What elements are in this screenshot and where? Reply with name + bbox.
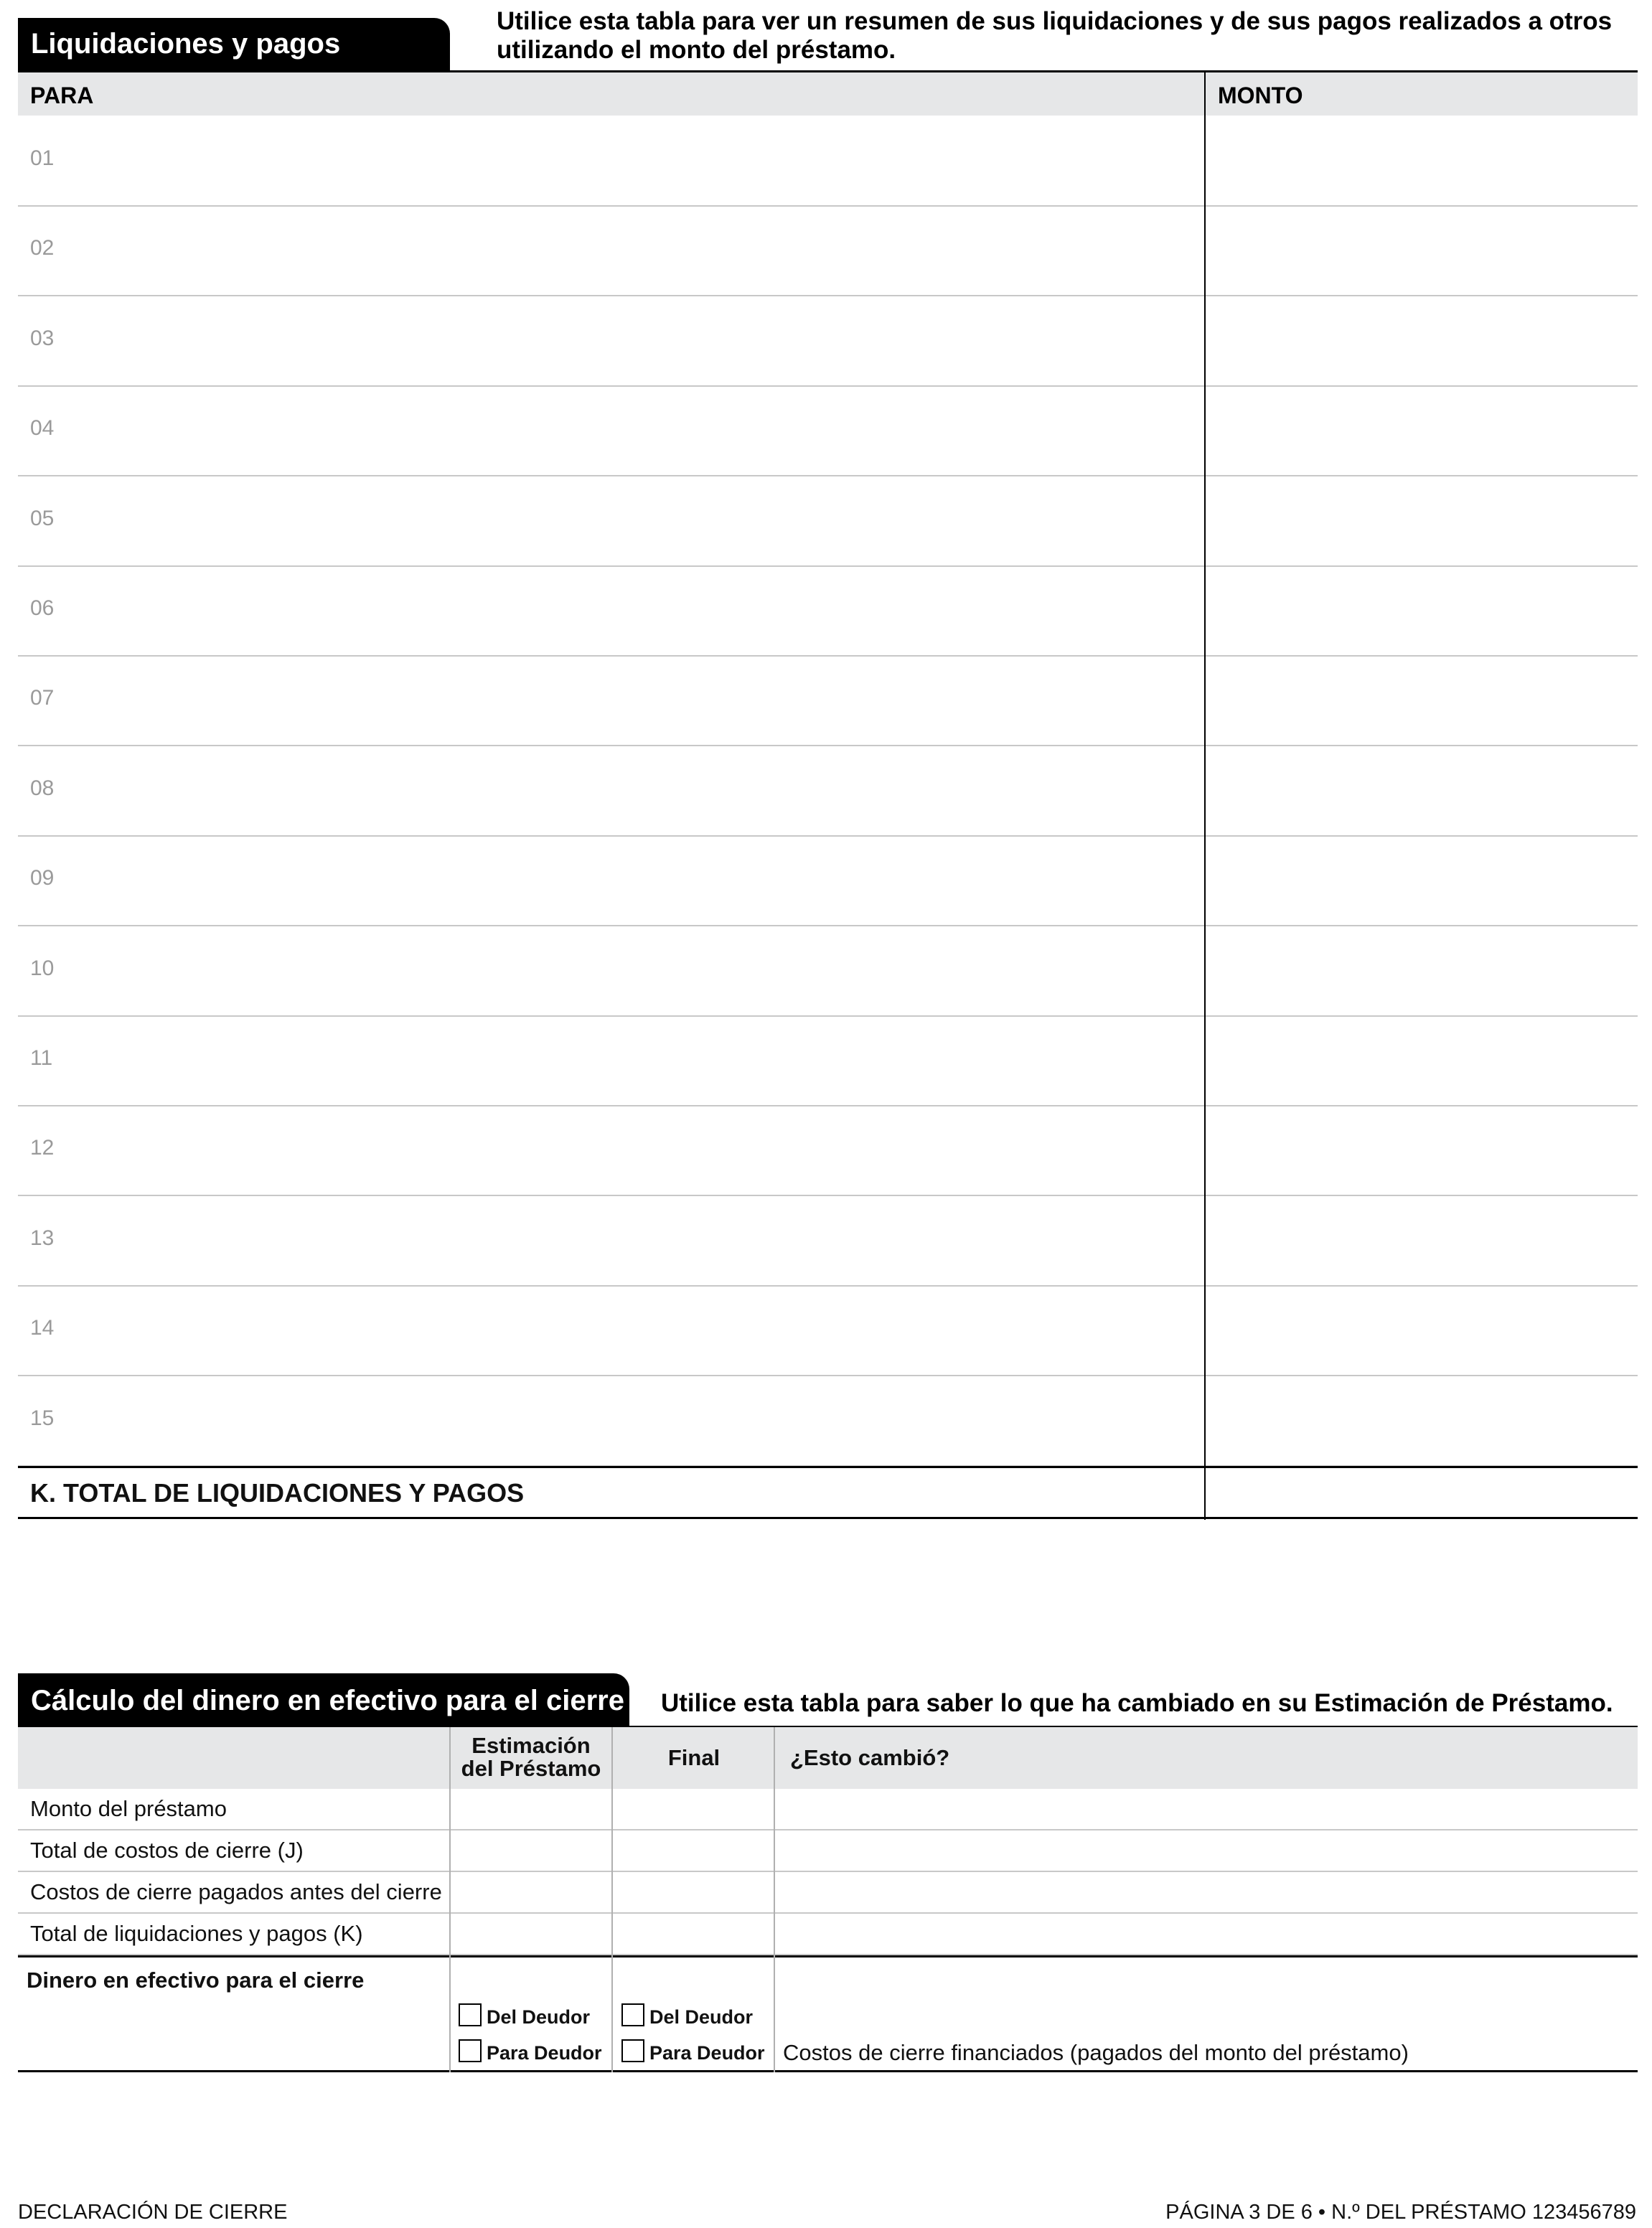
section2-description xyxy=(661,1689,1613,1718)
row-number: 07 xyxy=(30,686,55,710)
monto-field[interactable] xyxy=(1206,1106,1636,1192)
section-title-calculo xyxy=(18,1673,629,1726)
para-field[interactable] xyxy=(68,1376,1195,1462)
monto-field[interactable] xyxy=(1206,296,1636,382)
cash-row-label: Total de costos de cierre (J) xyxy=(30,1838,304,1863)
cash-col-divider-1 xyxy=(449,1727,451,2072)
row-number: 06 xyxy=(30,596,55,620)
section2-description-text: Utilice esta tabla para saber lo que ha cambiado en su Estimación de Préstamo. xyxy=(661,1689,1613,1717)
payment-row xyxy=(18,386,1638,476)
para-field[interactable] xyxy=(68,1016,1195,1102)
row-number: 01 xyxy=(30,146,55,170)
final-para-deudor-checkbox[interactable] xyxy=(621,2039,644,2062)
header-estimacion-line2: del Préstamo xyxy=(461,1756,601,1781)
para-field[interactable] xyxy=(68,116,1195,202)
section-description-line2: utilizando el monto del préstamo. xyxy=(497,36,896,64)
footer-page-info: PÁGINA 3 DE 6 • N.º DEL PRÉSTAMO 123456789 xyxy=(1165,2201,1636,2224)
payment-row xyxy=(18,656,1638,746)
total-label: K. TOTAL DE LIQUIDACIONES Y PAGOS xyxy=(30,1478,525,1508)
row-number: 11 xyxy=(30,1046,53,1070)
monto-field[interactable] xyxy=(1206,1286,1636,1372)
column-header-para xyxy=(18,72,1204,116)
monto-field[interactable] xyxy=(1206,1196,1636,1282)
cash-table-row xyxy=(18,1872,1638,1914)
row-number: 05 xyxy=(30,506,55,530)
payment-row xyxy=(18,296,1638,387)
cash-row-label: Total de liquidaciones y pagos (K) xyxy=(30,1921,363,1946)
payment-row xyxy=(18,926,1638,1017)
payment-row xyxy=(18,566,1638,657)
total-row xyxy=(18,1466,1638,1519)
monto-field[interactable] xyxy=(1206,206,1636,292)
monto-field[interactable] xyxy=(1206,476,1636,563)
header-cambio-label: ¿Esto cambió? xyxy=(790,1745,950,1770)
monto-field[interactable] xyxy=(1206,656,1636,742)
row-number: 08 xyxy=(30,776,55,800)
para-field[interactable] xyxy=(68,926,1195,1012)
section2-title-text: Cálculo del dinero en efectivo para el cierre xyxy=(31,1685,624,1716)
para-field[interactable] xyxy=(68,656,1195,742)
monto-field[interactable] xyxy=(1206,1016,1636,1102)
payment-row xyxy=(18,1376,1638,1467)
cash-col-divider-3 xyxy=(774,1727,775,2072)
monto-field[interactable] xyxy=(1206,836,1636,922)
cash-row-label: Costos de cierre pagados antes del cierre xyxy=(30,1879,442,1904)
payment-row xyxy=(18,1106,1638,1196)
column-header-para-label: PARA xyxy=(30,83,94,108)
section-title-text: Liquidaciones y pagos xyxy=(31,28,341,60)
section-description-line1: Utilice esta tabla para ver un resumen de sus liquidaciones y de sus pagos realizados a otros xyxy=(497,7,1613,35)
estimacion-field[interactable] xyxy=(451,1830,611,1871)
financed-costs-note: Costos de cierre financiados (pagados del monto del préstamo) xyxy=(783,2040,1409,2065)
final-del-deudor-checkbox[interactable] xyxy=(621,2003,644,2026)
para-field[interactable] xyxy=(68,566,1195,652)
header-final-label: Final xyxy=(667,1745,721,1770)
para-field[interactable] xyxy=(68,1196,1195,1282)
final-field[interactable] xyxy=(613,1789,774,1829)
row-number: 15 xyxy=(30,1406,55,1430)
cambio-field[interactable] xyxy=(775,1914,1636,1954)
payment-row xyxy=(18,746,1638,837)
cash-to-close-label: Dinero en efectivo para el cierre xyxy=(27,1968,365,1993)
para-field[interactable] xyxy=(68,386,1195,472)
final-field[interactable] xyxy=(613,1914,774,1954)
cambio-field[interactable] xyxy=(775,1830,1636,1871)
cash-row-label: Monto del préstamo xyxy=(30,1796,227,1821)
column-header-monto xyxy=(1206,72,1638,116)
row-number: 02 xyxy=(30,236,55,260)
final-para-deudor-label: Para Deudor xyxy=(649,2042,765,2064)
cash-table-header xyxy=(18,1727,1638,1789)
para-field[interactable] xyxy=(68,746,1195,832)
section-description xyxy=(497,7,1612,65)
para-field[interactable] xyxy=(68,1106,1195,1192)
payment-row xyxy=(18,116,1638,207)
estimacion-field[interactable] xyxy=(451,1789,611,1829)
final-field[interactable] xyxy=(613,1872,774,1912)
row-number: 03 xyxy=(30,326,55,350)
final-del-deudor-label: Del Deudor xyxy=(649,2006,754,2028)
header-estimacion-line1: Estimación xyxy=(471,1733,591,1758)
row-number: 14 xyxy=(30,1316,55,1340)
estimacion-field[interactable] xyxy=(451,1872,611,1912)
cash-table-row xyxy=(18,1914,1638,1955)
header-estimacion xyxy=(450,1734,612,1780)
estimacion-para-deudor-label: Para Deudor xyxy=(487,2042,602,2064)
payment-row xyxy=(18,836,1638,926)
para-field[interactable] xyxy=(68,476,1195,563)
total-amount-field[interactable] xyxy=(1206,1468,1636,1517)
payment-row xyxy=(18,476,1638,567)
monto-field[interactable] xyxy=(1206,746,1636,832)
cambio-field[interactable] xyxy=(775,1789,1636,1829)
payment-row xyxy=(18,1196,1638,1287)
cash-table-row xyxy=(18,1830,1638,1872)
estimacion-del-deudor-label: Del Deudor xyxy=(487,2006,591,2028)
header-final xyxy=(613,1747,775,1769)
monto-field[interactable] xyxy=(1206,386,1636,472)
payment-row xyxy=(18,1286,1638,1376)
cash-col-divider-2 xyxy=(611,1727,613,2072)
monto-field[interactable] xyxy=(1206,926,1636,1012)
estimacion-para-deudor-checkbox[interactable] xyxy=(459,2039,482,2062)
final-field[interactable] xyxy=(613,1830,774,1871)
column-divider xyxy=(1204,72,1206,1520)
section-title-liquidaciones xyxy=(18,18,450,71)
column-header-monto-label: MONTO xyxy=(1218,83,1303,108)
para-field[interactable] xyxy=(68,836,1195,922)
cash-table-row xyxy=(18,1789,1638,1830)
row-number: 10 xyxy=(30,956,55,980)
para-field[interactable] xyxy=(68,1286,1195,1372)
row-number: 12 xyxy=(30,1136,55,1160)
para-field[interactable] xyxy=(68,296,1195,382)
payment-row xyxy=(18,1016,1638,1106)
footer-document-title: DECLARACIÓN DE CIERRE xyxy=(18,2201,288,2224)
row-number: 09 xyxy=(30,866,55,890)
estimacion-field[interactable] xyxy=(451,1914,611,1954)
cambio-field[interactable] xyxy=(775,1872,1636,1912)
row-number: 13 xyxy=(30,1226,55,1250)
header-cambio xyxy=(790,1747,949,1769)
para-field[interactable] xyxy=(68,206,1195,292)
payment-row xyxy=(18,206,1638,296)
monto-field[interactable] xyxy=(1206,566,1636,652)
row-number: 04 xyxy=(30,416,55,441)
monto-field[interactable] xyxy=(1206,1376,1636,1462)
cash-to-close-row xyxy=(18,1955,1638,2072)
monto-field[interactable] xyxy=(1206,116,1636,202)
estimacion-del-deudor-checkbox[interactable] xyxy=(459,2003,482,2026)
